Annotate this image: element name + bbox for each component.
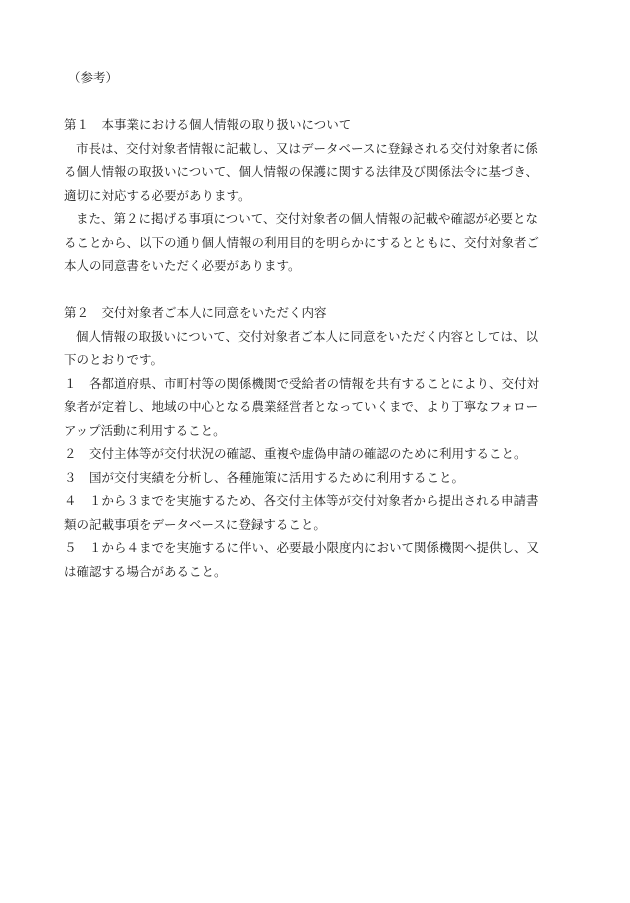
item-2: ２ 交付主体等が交付状況の確認、重複や虚偽申請の確認のために利用すること。 — [64, 446, 527, 461]
spacer — [64, 90, 582, 114]
item-1-line-3: アップ活動に利用すること。 — [64, 422, 226, 438]
section-1-paragraph-2-line-1: また、第２に掲げる事項について、交付対象者の個人情報の記載や確認が必要とな — [76, 211, 539, 226]
item-3: ３ 国が交付実績を分析し、各種施策に活用するために利用すること。 — [64, 469, 465, 485]
section-2-intro-line-1: 個人情報の取扱いについて、交付対象者ご本人に同意をいただく内容としては、以 — [76, 328, 539, 344]
section-1-paragraph-1-line-3: 適切に対応する必要があります。 — [64, 187, 251, 203]
item-4-line-1: ４ １から３までを実施するため、各交付主体等が交付対象者から提出される申請書 — [64, 493, 539, 508]
section-2-heading: 第２ 交付対象者ご本人に同意をいただく内容 — [64, 305, 327, 320]
section-1-paragraph-2-line-3: 本人の同意書をいただく必要があります。 — [64, 258, 301, 273]
section-1-paragraph-2-line-2: ることから、以下の通り個人情報の利用目的を明らかにするとともに、交付対象者ご — [64, 234, 540, 250]
item-4-line-2: 類の記載事項をデータベースに登録すること。 — [64, 516, 326, 532]
spacer — [64, 278, 582, 302]
item-5-line-2: は確認する場合があること。 — [64, 563, 227, 579]
item-1-line-2: 象者が定着し、地域の中心となる農業経営者となっていくまで、より丁寧なフォロー — [64, 399, 539, 414]
section-1-paragraph-1-line-1: 市長は、交付対象者情報に記載し、又はデータベースに登録される交付対象者に係 — [76, 140, 538, 156]
reference-note: （参考） — [68, 70, 119, 85]
item-1-line-1: １ 各都道府県、市町村等の関係機関で受給者の情報を共有することにより、交付対 — [64, 375, 540, 391]
item-5-line-1: ５ １から４までを実施するに伴い、必要最小限度内において関係機関へ提供し、又 — [64, 540, 540, 555]
section-1-heading: 第１ 本事業における個人情報の取り扱いについて — [64, 117, 352, 132]
section-1-paragraph-1-line-2: る個人情報の取扱いについて、個人情報の保護に関する法律及び関係法令に基づき、 — [64, 164, 539, 179]
section-2-intro-line-2: 下のとおりです。 — [64, 352, 164, 367]
